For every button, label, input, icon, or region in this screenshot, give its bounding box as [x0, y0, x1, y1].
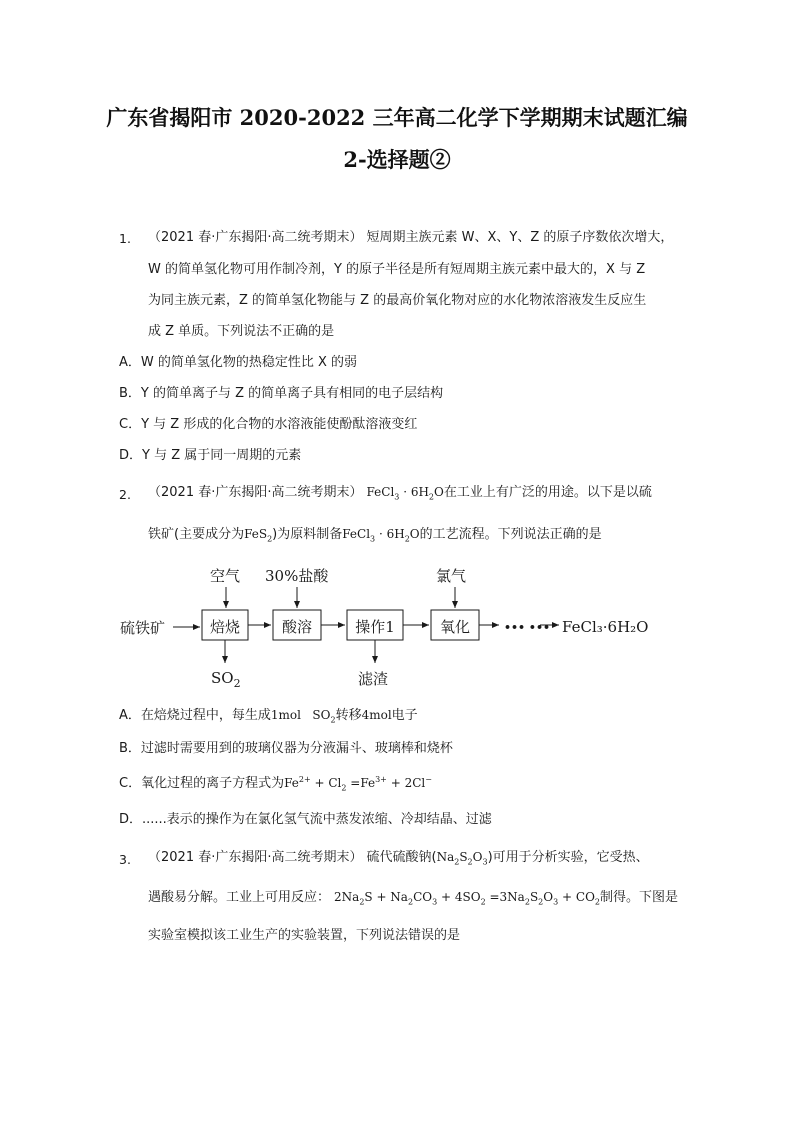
flow-dots: ••• ••• [504, 621, 551, 634]
flow-label-oxidation: 氧化 [439, 618, 471, 636]
flow-input-air: 空气 [210, 567, 241, 585]
question-1-option-a: A．W 的简单氢化物的热稳定性比 X 的弱 [119, 355, 358, 370]
question-2-stem-text1: 在工业上有广泛的用途。以下是以硫 [443, 485, 652, 500]
formula-reaction: $2Na_2S + Na_2CO_3 + 4SO_2 =3Na_2S_2O_3 + CO_2$ [334, 890, 600, 907]
flow-output-so2: $SO_2$ [211, 669, 241, 690]
formula-fecl3-6h2o: FeCl$_3$ · $6H_2O$ [366, 485, 444, 502]
flow-label-acid-dissolve: 酸溶 [281, 618, 313, 636]
question-1-source: （2021 春·广东揭阳·高二统考期末） [148, 230, 363, 245]
question-2-option-a [119, 707, 418, 724]
question-2-source: （2021 春·广东揭阳·高二统考期末） [148, 485, 363, 500]
question-2-stem-text2b: )为原料制备 [272, 527, 343, 542]
flow-output-residue: 滤渣 [358, 670, 389, 688]
question-3-stem-text1a: 硫代硫酸钠( [366, 850, 437, 865]
question-1-stem-line4: 成 Z 单质。下列说法不正确的是 [148, 324, 335, 339]
process-flow-diagram [118, 556, 658, 696]
formula-na2s2o3: $Na_2S_2O_3$ [436, 850, 488, 867]
question-3-stem-line1 [148, 849, 649, 866]
question-3-stem-line3: 实验室模拟该工业生产的实验装置，下列说法错误的是 [148, 928, 461, 943]
question-3-stem-line2 [148, 889, 678, 906]
formula-fecl3-6h2o-2: FeCl$_3$ · $6H_2O$ [342, 527, 420, 544]
question-1-stem-text1: 短周期主族元素 W、X、Y、Z 的原子序数依次增大， [366, 230, 674, 245]
question-2-option-c-text: C．氧化过程的离子方程式为 [119, 776, 285, 791]
formula-4mol: 4mol [361, 708, 392, 722]
question-3-stem-text2b: 制得。下图是 [600, 890, 679, 905]
question-2-stem-line2 [148, 526, 602, 543]
question-3-number: 3. [119, 852, 131, 867]
formula-fes2: FeS$_2$ [244, 527, 273, 544]
page-title-line2: 2-选择题② [343, 147, 451, 172]
question-3-source: （2021 春·广东揭阳·高二统考期末） [148, 850, 363, 865]
question-2-stem-line1 [148, 484, 652, 501]
question-3-stem-text2a: 遇酸易分解。工业上可用反应： [148, 890, 331, 905]
question-2-option-c [119, 775, 432, 792]
question-2-option-a-text2: 转移 [335, 708, 362, 723]
question-2-option-b: B．过滤时需要用到的玻璃仪器为分液漏斗、玻璃棒和烧杯 [119, 741, 453, 756]
question-1-stem-line3: 为同主族元素，Z 的简单氢化物能与 Z 的最高价氧化物对应的水化物浓溶液发生反应生 [148, 293, 647, 308]
question-2-option-a-text3: 电子 [391, 708, 418, 723]
question-2-stem-text2a: 铁矿(主要成分为 [148, 527, 245, 542]
question-3-stem-text1b: )可用于分析实验，它受热、 [487, 850, 649, 865]
flow-input-hcl: 30%盐酸 [265, 567, 329, 585]
page-title-line1: 广东省揭阳市 2020-2022 三年高二化学下学期期末试题汇编 [106, 105, 688, 130]
question-2-option-d: D．......表示的操作为在氯化氢气流中蒸发浓缩、冷却结晶、过滤 [119, 812, 492, 827]
question-1-stem-line1 [148, 229, 673, 246]
question-1-stem-line2: W 的简单氢化物可用作制冷剂，Y 的原子半径是所有短周期主族元素中最大的，X 与 Z [148, 262, 646, 277]
formula-ionic-equation: $Fe^{2+} + Cl_2 =Fe^{3+} + 2Cl^-$ [284, 775, 432, 793]
question-1-number: 1. [119, 231, 131, 246]
flow-product: FeCl₃·6H₂O [562, 618, 649, 636]
question-2-option-a-text1: A．在焙烧过程中，每生成 [119, 708, 271, 723]
flow-label-operation-1: 操作1 [355, 618, 395, 636]
flow-label-roasting: 焙烧 [209, 618, 241, 636]
question-1-option-c: C．Y 与 Z 形成的化合物的水溶液能使酚酞溶液变红 [119, 417, 418, 432]
question-2-stem-text2c: 的工艺流程。下列说法正确的是 [419, 527, 602, 542]
question-2-number: 2. [119, 487, 131, 502]
question-1-option-b: B．Y 的简单离子与 Z 的简单离子具有相同的电子层结构 [119, 386, 444, 401]
flow-input-chlorine: 氯气 [436, 567, 467, 585]
formula-1mol: 1mol $SO_2$ [270, 708, 336, 725]
flow-start-pyrite: 硫铁矿 [120, 619, 166, 637]
question-1-option-d: D．Y 与 Z 属于同一周期的元素 [119, 448, 302, 463]
